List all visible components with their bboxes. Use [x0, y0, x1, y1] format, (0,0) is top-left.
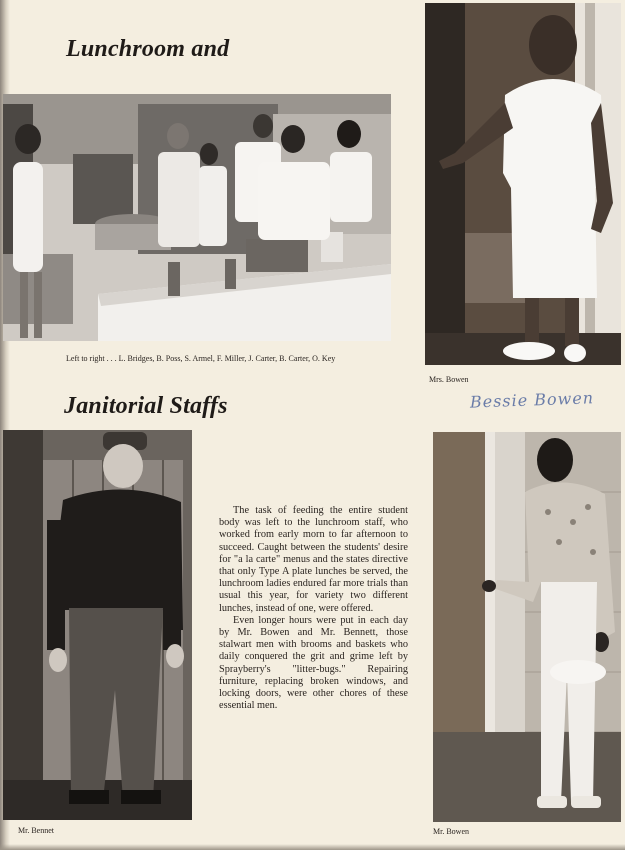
mr-bennet-photo	[3, 430, 192, 820]
article-body	[219, 505, 408, 712]
article-paragraph-2: Even longer hours were put in each day by Mr. Bowen and Mr. Bennett, those stalwart men with brooms and baskets who daily conquered the grit and grime left by Sprayberry's "litter-bugs." Repairing furniture, replacing broken windows, and locking doors, were other chores of these essential men.	[219, 614, 408, 712]
mr-bowen-caption: Mr. Bowen	[433, 827, 469, 836]
heading-lunchroom: Lunchroom and	[66, 36, 230, 62]
mr-bennet-caption: Mr. Bennet	[18, 826, 54, 835]
mr-bowen-photo	[433, 432, 621, 822]
page-bottom-shadow	[0, 844, 625, 850]
heading-janitorial: Janitorial Staffs	[64, 393, 228, 419]
mrs-bowen-caption: Mrs. Bowen	[429, 375, 469, 384]
article-paragraph-1: The task of feeding the entire student body was left to the lunchroom staff, who worked from early morn to far afternoon to succeed. Caught between the students' desire for "a la carte" menus and the states directive that only Type A plate lunches be served, the lunchroom ladies endured far more trials than usual this year, for variety two different lunches, instead of one, were offered.	[219, 505, 408, 614]
mrs-bowen-photo	[425, 3, 621, 365]
handwritten-signature: Bessie Bowen	[469, 388, 595, 412]
lunchroom-caption: Left to right . . . L. Bridges, B. Poss, S. Armel, F. Miller, J. Carter, B. Carter, O. Key	[66, 354, 336, 363]
lunchroom-staff-photo	[3, 94, 391, 341]
